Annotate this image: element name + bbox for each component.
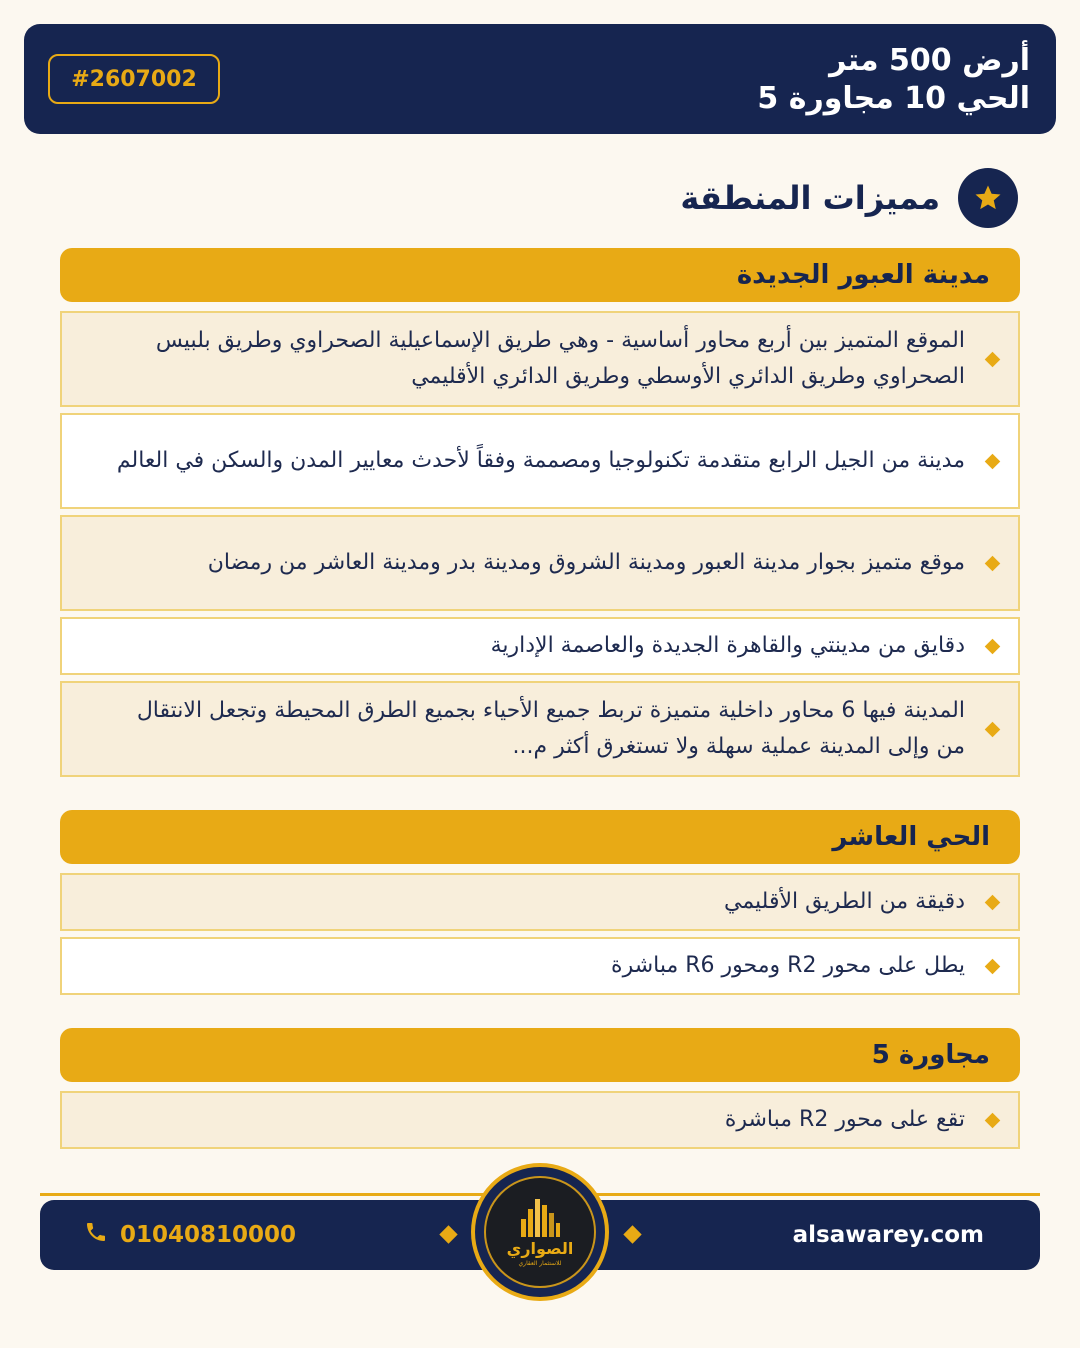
list-item <box>60 681 1020 777</box>
list-item <box>60 873 1020 931</box>
list-item <box>60 311 1020 407</box>
section-title: مميزات المنطقة <box>680 179 940 217</box>
diamond-ornament-icon <box>439 1225 457 1243</box>
logo-emblem <box>484 1176 596 1288</box>
list-item-text: دقايق من مدينتي والقاهرة الجديدة والعاصمة الإدارية <box>490 633 965 658</box>
website-link[interactable]: alsawarey.com <box>792 1222 984 1248</box>
phone-icon <box>84 1220 108 1250</box>
phone-number: 01040810000 <box>120 1222 297 1248</box>
diamond-bullet-icon <box>985 555 1001 571</box>
logo-name: الصواري <box>506 1239 574 1258</box>
diamond-bullet-icon <box>985 351 1001 367</box>
list-item-text: مدينة من الجيل الرابع متقدمة تكنولوجيا ومصممة وفقاً لأحدث معايير المدن والسكن في العالم <box>116 448 965 473</box>
list-item-text: دقيقة من الطريق الأقليمي <box>723 889 965 914</box>
list-item <box>60 515 1020 611</box>
group-title-neighborhood-5: مجاورة 5 <box>60 1028 1020 1082</box>
logo-subtitle: للاستثمار العقاري <box>518 1260 562 1267</box>
buildings-icon <box>517 1197 563 1237</box>
title-line-2: الحي 10 مجاورة 5 <box>757 81 1030 116</box>
diamond-bullet-icon <box>985 453 1001 469</box>
company-logo <box>471 1163 609 1301</box>
diamond-bullet-icon <box>985 1112 1001 1128</box>
list-item <box>60 413 1020 509</box>
group-title-obour: مدينة العبور الجديدة <box>60 248 1020 302</box>
diamond-bullet-icon <box>985 958 1001 974</box>
star-icon <box>958 168 1018 228</box>
diamond-ornament-icon <box>623 1225 641 1243</box>
diamond-bullet-icon <box>985 638 1001 654</box>
group-title-tenth-district: الحي العاشر <box>60 810 1020 864</box>
listing-code-badge: #2607002 <box>48 54 220 104</box>
list-item-text: تقع على محور R2 مباشرة <box>724 1107 965 1132</box>
listing-title <box>757 42 1030 118</box>
list-item-text: الموقع المتميز بين أربع محاور أساسية - وهي طريق الإسماعيلية الصحراوي وطريق بلبيس الصحراوي وطريق الدائري الأوسطي وطريق الدائري الأقليمي <box>155 328 965 389</box>
list-item <box>60 1091 1020 1149</box>
diamond-bullet-icon <box>985 721 1001 737</box>
phone-contact[interactable] <box>84 1200 296 1270</box>
title-line-1: أرض 500 متر <box>829 43 1030 78</box>
diamond-bullet-icon <box>985 894 1001 910</box>
list-item-text: المدينة فيها 6 محاور داخلية متميزة تربط جميع الأحياء بجميع الطرق المحيطة وتجعل الانتقال من وإلى المدينة عملية سهلة ولا تستغرق أكثر م... <box>136 698 965 759</box>
list-item <box>60 617 1020 675</box>
list-item-text: يطل على محور R2 ومحور R6 مباشرة <box>611 953 965 978</box>
list-item <box>60 937 1020 995</box>
section-heading <box>680 168 1018 228</box>
header-banner <box>24 24 1056 134</box>
list-item-text: موقع متميز بجوار مدينة العبور ومدينة الشروق ومدينة بدر ومدينة العاشر من رمضان <box>207 550 965 575</box>
